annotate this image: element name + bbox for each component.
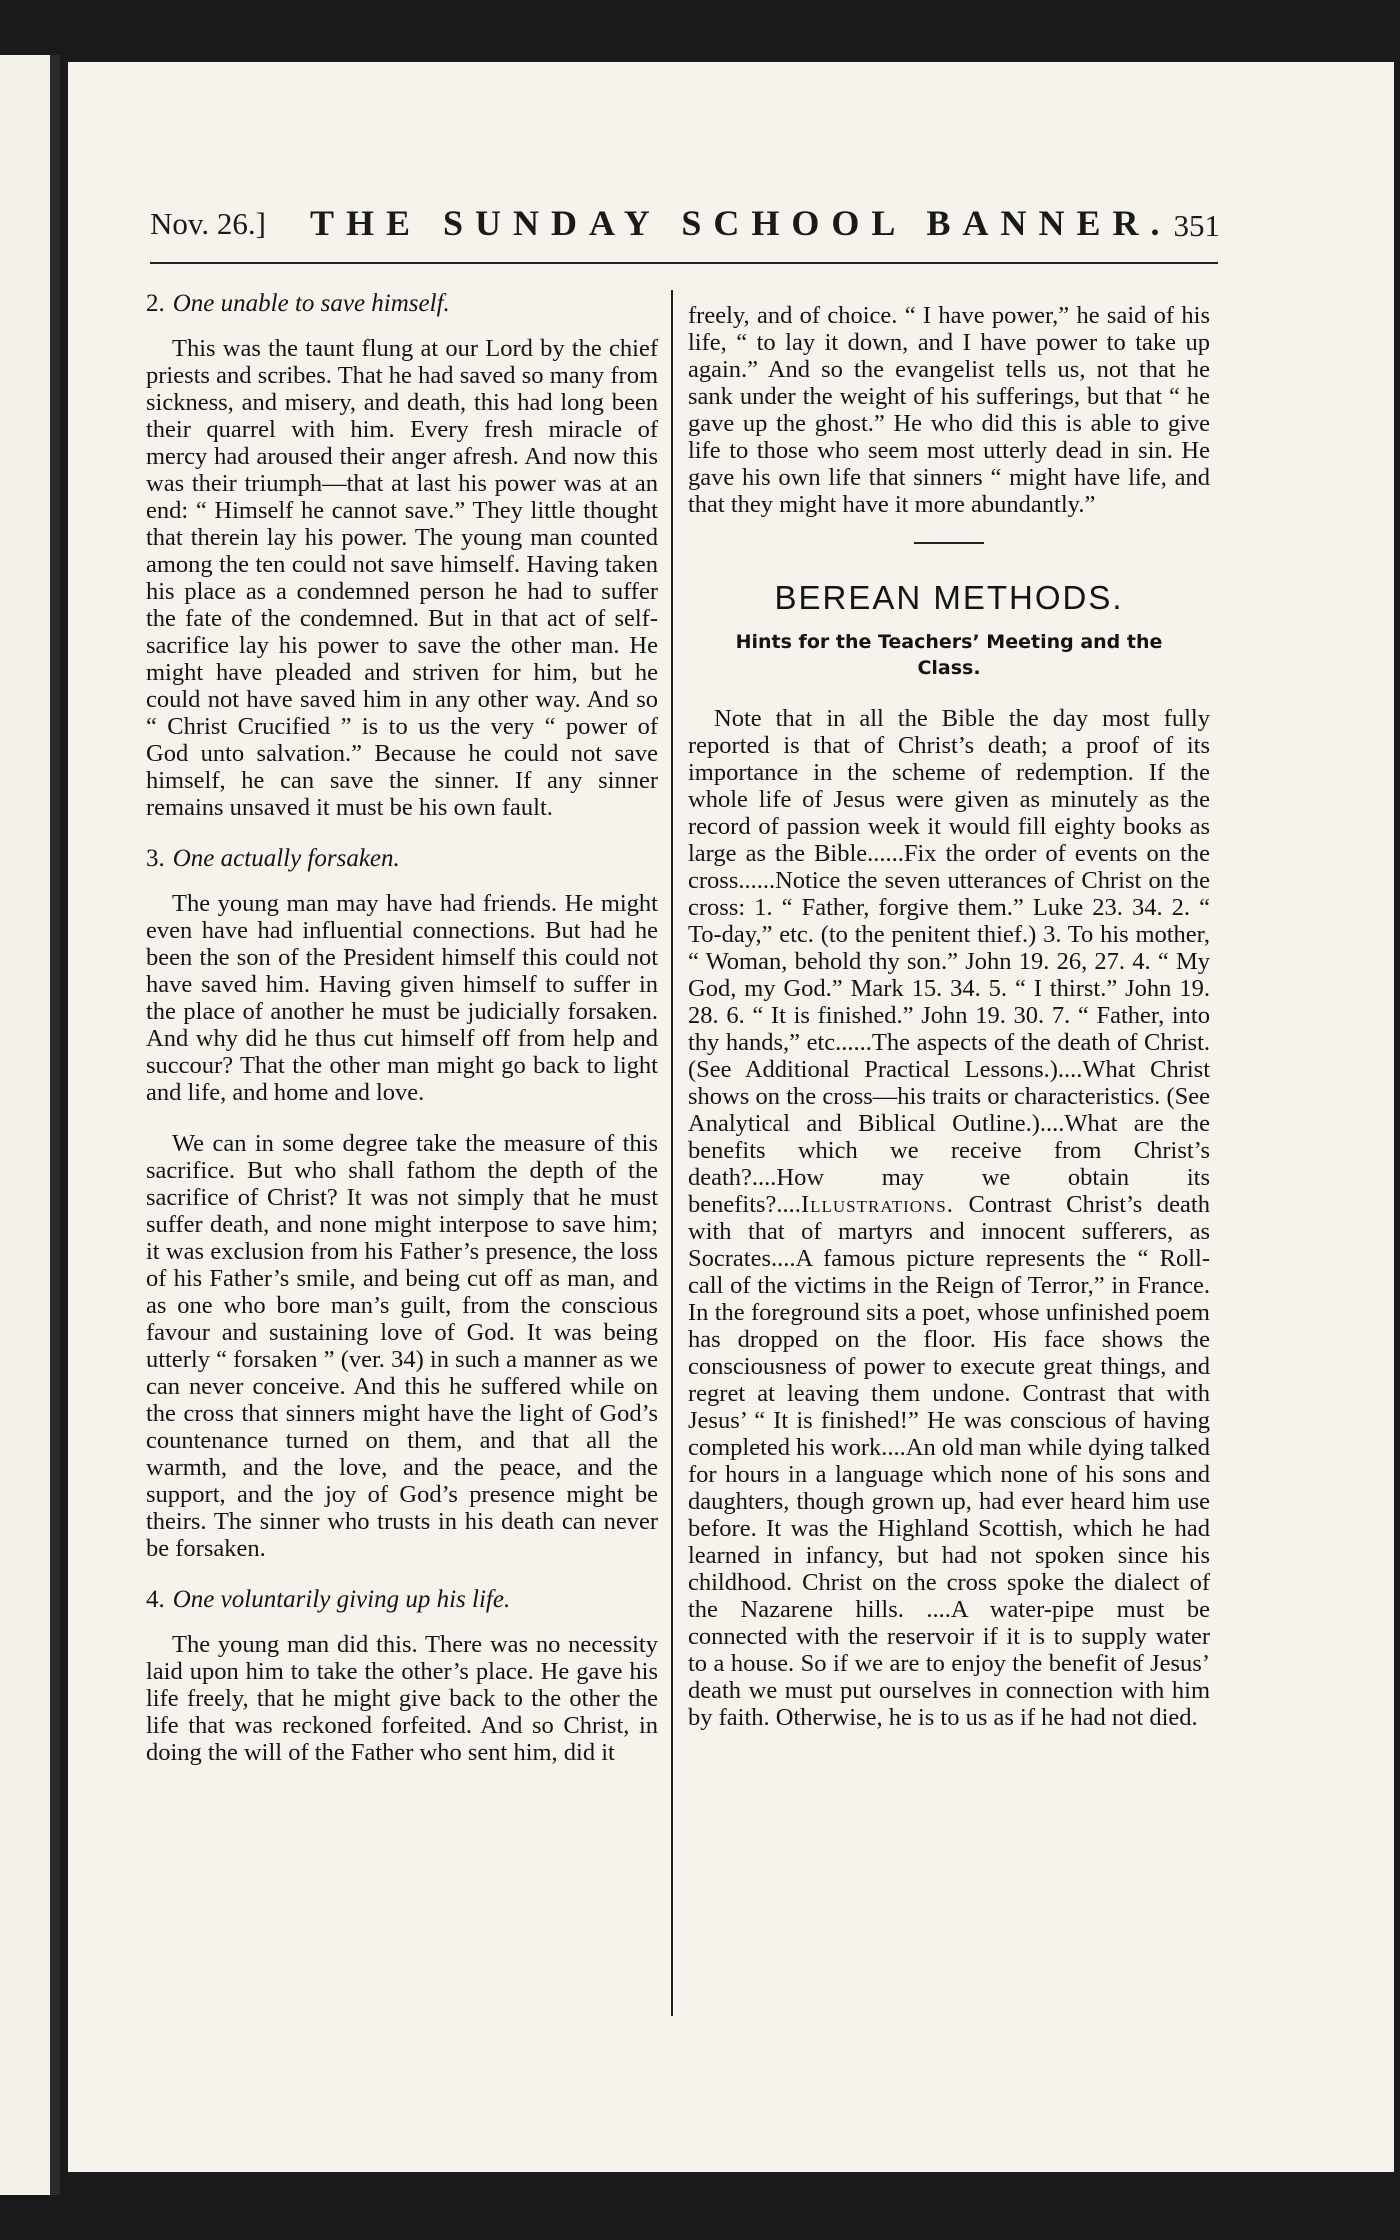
continued-paragraph: freely, and of choice. “ I have power,” he said of his life, “ to lay it down, and I have power to take up again.” And so the evangelist tells us, not that he sank under the weight of his sufferings, but that “ he gave up the ghost.” He who did this is able to give life to those who seem most utterly dead in sin. He gave his own life that sinners “ might have life, and that they might have it more abundantly.” <box>688 302 1210 518</box>
running-header <box>150 198 1220 254</box>
paragraph: This was the taunt flung at our Lord by the chief priests and scribes. That he had saved so many from sickness, and misery, and death, this had long been their quarrel with him. Every fresh miracle of mercy had aroused their anger afresh. And now this was their triumph—that at last his power was at an end: “ Himself he cannot save.” They little thought that therein lay his power. The young man counted among the ten could not save himself. Having taken his place as a condemned person he had to suffer the fate of the condemned. But in that act of self-sacrifice lay his power to save the other man. He might have pleaded and striven for him, but he could not have saved him in any other way. And so “ Christ Crucified ” is to us the very “ power of God unto salvation.” Because he could not save himself, he can save the sinner. If any sinner remains unsaved it must be his own fault. <box>146 335 658 821</box>
section-divider <box>914 542 984 544</box>
berean-methods-text: Note that in all the Bible the day most fully reported is that of Christ’s death; a proof of its importance in the scheme of redemption. If the whole life of Jesus were given as minutely as the record of passion week it would fill eighty books as large as the Bible......Fix the order of events on the cross......Notice the seven utterances of Christ on the cross: 1. “ Father, forgive them.” Luke 23. 34. 2. “ To-day,” etc. (to the penitent thief.) 3. To his mother, “ Woman, behold thy son.” John 19. 26, 27. 4. “ My God, my God.” Mark 15. 34. 5. “ I thirst.” John 19. 28. 6. “ It is finished.” John 19. 30. 7. “ Father, into thy hands,” etc......The aspects of the death of Christ. (See Additional Practical Lessons.)....What Christ shows on the cross—his traits or characteristics. (See Analytical and Biblical Outline.)....What are the benefits which we receive from Christ’s death?....How may we obtain its benefits?....Illustrations. Contrast Christ’s death with that of martyrs and innocent sufferers, as Socrates....A famous picture represents the “ Roll-call of the victims in the Reign of Terror,” in France. In the foreground sits a poet, whose unfinished poem has dropped on the floor. His face shows the consciousness of power to execute great things, and regret at leaving them undone. Contrast that with Jesus’ “ It is finished!” He was conscious of having completed his work....An old man while dying talked for hours in a language which none of his sons and daughters, though grown up, had ever heard him use before. It was the Highland Scottish, which he had learned in infancy, but had not spoken since his childhood. Christ on the cross spoke the dialect of the Nazarene hills. ....A water-pipe must be connected with the reservoir if it is to supply water to a house. So if we are to enjoy the benefit of Jesus’ death we must put ourselves in connection with him by faith. Otherwise, he is to us as if he had not died. <box>688 705 1210 1731</box>
column-divider <box>671 290 673 2016</box>
header-rule <box>150 262 1218 264</box>
illustrations-label: Illustrations. <box>800 1191 954 1218</box>
berean-methods-subtitle: Hints for the Teachers’ Meeting and the Class. <box>735 631 1163 679</box>
section-heading: 3. One actually forsaken. <box>146 845 400 872</box>
paragraph: The young man did this. There was no necessity laid upon him to take the other’s place. He gave his life freely, that he might give back to the other the life that was reckoned forfeited. And so Christ, in doing the will of the Father who sent him, did it <box>146 1631 658 1766</box>
section-heading: 4. One voluntarily giving up his life. <box>146 1586 511 1613</box>
paragraph: The young man may have had friends. He might even have had influential connections. But had he been the son of the President himself this could not have saved him. Having given himself to suffer in the place of another he must be judicially forsaken. And why did he thus cut himself off from help and succour? That the other man might go back to light and life, and home and love. <box>146 890 658 1106</box>
header-date: Nov. 26.] <box>150 206 266 241</box>
berean-methods-title: BEREAN METHODS. <box>774 579 1124 616</box>
publication-title: THE SUNDAY SCHOOL BANNER. <box>310 203 1172 243</box>
section-heading: 2. One unable to save himself. <box>146 290 450 317</box>
adjacent-page-edge <box>0 55 60 2195</box>
right-column <box>688 302 1210 1755</box>
page-number: 351 <box>1173 208 1220 243</box>
left-column <box>146 290 658 1790</box>
paragraph: We can in some degree take the measure of this sacrifice. But who shall fathom the depth of the sacrifice of Christ? It was not simply that he must suffer death, and none might interpose to save him; it was exclusion from his Father’s presence, the loss of his Father’s smile, and being cut off as man, and as one who bore man’s guilt, from the conscious favour and sustaining love of God. It was being utterly “ forsaken ” (ver. 34) in such a manner as we can never conceive. And this he suffered while on the cross that sinners might have the light of God’s countenance turned on them, and that all the warmth, and the love, and the peace, and the support, and the joy of God’s presence might be theirs. The sinner who trusts in his death can never be forsaken. <box>146 1130 658 1562</box>
